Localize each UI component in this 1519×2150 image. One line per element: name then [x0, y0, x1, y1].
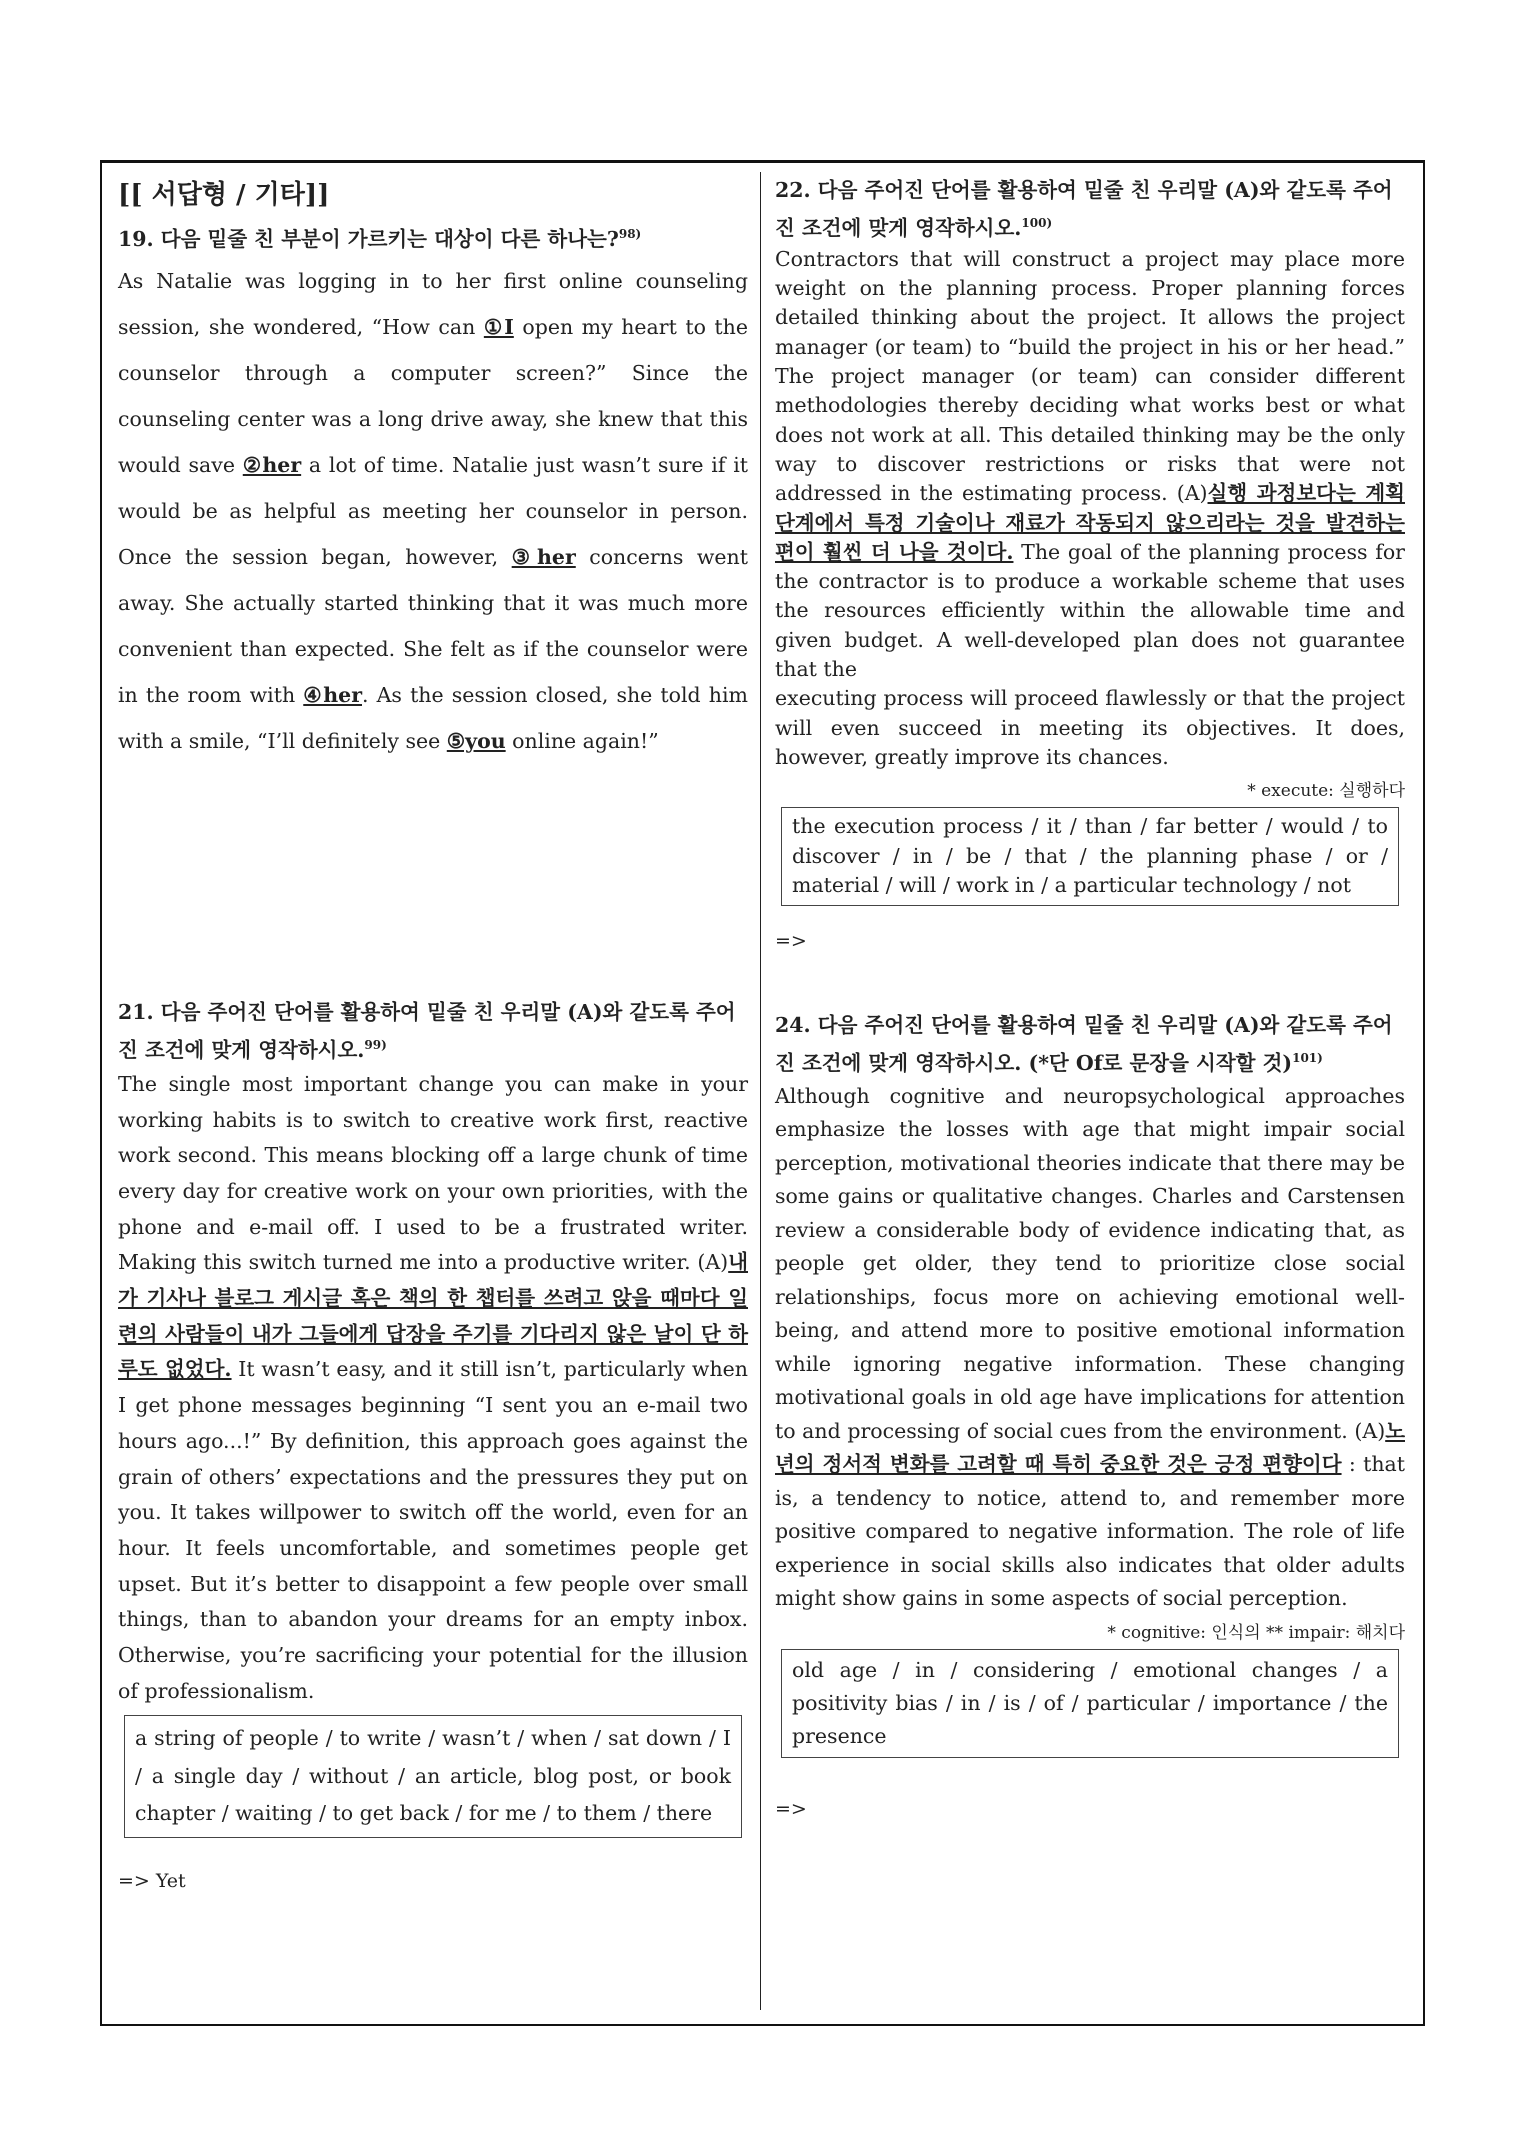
- marker-1: ①I: [483, 314, 514, 339]
- marker-4: ④her: [303, 682, 362, 707]
- column-divider: [760, 172, 761, 2010]
- q24-footnote: * cognitive: 인식의 ** impair: 해치다: [1107, 1622, 1405, 1643]
- q24-word-box: old age / in / considering / emotional changes / a positivity bias / in / is / of / particular / importance / the presence: [781, 1649, 1399, 1758]
- q19-title: 19. 다음 밑줄 친 부분이 가르키는 대상이 다른 하나는?$^{98)}$: [118, 226, 642, 251]
- marker-2: ②her: [242, 452, 302, 477]
- q24-title: 24. 다음 주어진 단어를 활용하여 밑줄 친 우리말 (A)와 같도록 주어진 조건에 맞게 영작하시오. (*단 Of로 문장을 시작할 것)$^{101)}$: [775, 1013, 1393, 1075]
- marker-5: ⑤you: [446, 728, 506, 753]
- q22-title: 22. 다음 주어진 단어를 활용하여 밑줄 친 우리말 (A)와 같도록 주어진 조건에 맞게 영작하시오.$^{100)}$: [775, 178, 1393, 240]
- q21-answer-line: => Yet: [118, 1869, 186, 1892]
- q21-title: 21. 다음 주어진 단어를 활용하여 밑줄 친 우리말 (A)와 같도록 주어진 조건에 맞게 영작하시오.$^{99)}$: [118, 1000, 736, 1062]
- question-21: [118, 996, 748, 1892]
- marker-3: ③her: [511, 544, 576, 569]
- q24-answer-line: =>: [775, 1797, 807, 1820]
- section-title: [[ 서답형 / 기타]]: [118, 180, 330, 210]
- q22-passage: Contractors that will construct a project may place more weight on the planning process. Proper planning forces detailed thinking about the project. It allows the project manager (or team) to “build the project in his or her head.” The project manager (or team) can consider different methodologies thereby deciding what works best or what does not work at all. This detailed thinking may be the only way to discover restrictions or risks that were not addressed in the estimating process. (A)실행 과정보다는 계획 단계에서 특정 기술이나 재료가 작동되지 않으리라는 것을 발견하는 편이 훨씬 더 나을 것이다. The goal of the planning process for the contractor is to produce a workable scheme that uses the resources efficiently within the allowable time and given budget. A well-developed plan does not guarantee that the executing process will proceed flawlessly or that the project will even succeed in meeting its objectives. It does, however, greatly improve its chances.: [775, 246, 1405, 769]
- q22-word-box: the execution process / it / than / far better / would / to discover / in / be / that / the planning phase / or / material / will / work in / a particular technology / not: [781, 807, 1399, 906]
- q24-korean-underlined: 노년의 정서적 변화를 고려할 때 특히 중요한 것은 긍정 편향이다: [775, 1418, 1405, 1477]
- q22-korean-underlined: 실행 과정보다는 계획 단계에서 특정 기술이나 재료가 작동되지 않으리라는 것을 발견하는 편이 훨씬 더 나을 것이다.: [775, 481, 1405, 564]
- q21-korean-underlined: 내가 기사나 블로그 게시글 혹은 책의 한 챕터를 쓰려고 앉을 때마다 일련의 사람들이 내가 그들에게 답장을 주기를 기다리지 않은 날이 단 하루도 없었다.: [118, 1250, 748, 1382]
- question-22: [775, 174, 1405, 952]
- question-24: [775, 1009, 1405, 1820]
- q21-word-box: a string of people / to write / wasn’t / when / sat down / I / a single day / without / an article, blog post, or book chapter / waiting / to get back / for me / to them / there: [124, 1715, 742, 1838]
- q22-answer-line: =>: [775, 929, 807, 952]
- q22-footnote: * execute: 실행하다: [1247, 781, 1405, 802]
- q21-passage: The single most important change you can make in your working habits is to switch to creative work first, reactive work second. This means blocking off a large chunk of time every day for creative work on your own priorities, with the phone and e-mail off. I used to be a frustrated writer. Making this switch turned me into a productive writer. (A)내가 기사나 블로그 게시글 혹은 책의 한 챕터를 쓰려고 앉을 때마다 일련의 사람들이 내가 그들에게 답장을 주기를 기다리지 않은 날이 단 하루도 없었다. It wasn’t easy, and it still isn’t, particularly when I get phone messages beginning “I sent you an e-mail two hours ago...!” By definition, this approach goes against the grain of others’ expectations and the pressures they put on you. It takes willpower to switch off the world, even for an hour. It feels uncomfortable, and sometimes people get upset. But it’s better to disappoint a few people over small things, than to abandon your dreams for an empty inbox. Otherwise, you’re sacrificing your potential for the illusion of professionalism.: [118, 1071, 748, 1703]
- question-19: [118, 218, 748, 764]
- q19-passage: As Natalie was logging in to her first online counseling session, she wondered, “How can ①I open my heart to the counselor through a computer screen?” Since the counseling center was a long drive away, she knew that this would save ②her a lot of time. Natalie just wasn’t sure if it would be as helpful as meeting her counselor in person. Once the session began, however, ③her concerns went away. She actually started thinking that it was much more convenient than expected. She felt as if the counselor were in the room with ④her. As the session closed, she told him with a smile, “I’ll definitely see ⑤you online again!”: [118, 268, 748, 753]
- q24-passage: Although cognitive and neuropsychological approaches emphasize the losses with age that might impair social perception, motivational theories indicate that there may be some gains or qualitative changes. Charles and Carstensen review a considerable body of evidence indicating that, as people get older, they tend to prioritize close social relationships, focus more on achieving emotional well-being, and attend more to positive emotional information while ignoring negative information. These changing motivational goals in old age have implications for attention to and processing of social cues from the environment. (A)노년의 정서적 변화를 고려할 때 특히 중요한 것은 긍정 편향이다 : that is, a tendency to notice, attend to, and remember more positive compared to negative information. The role of life experience in social skills also indicates that older adults might show gains in some aspects of social perception.: [775, 1083, 1405, 1611]
